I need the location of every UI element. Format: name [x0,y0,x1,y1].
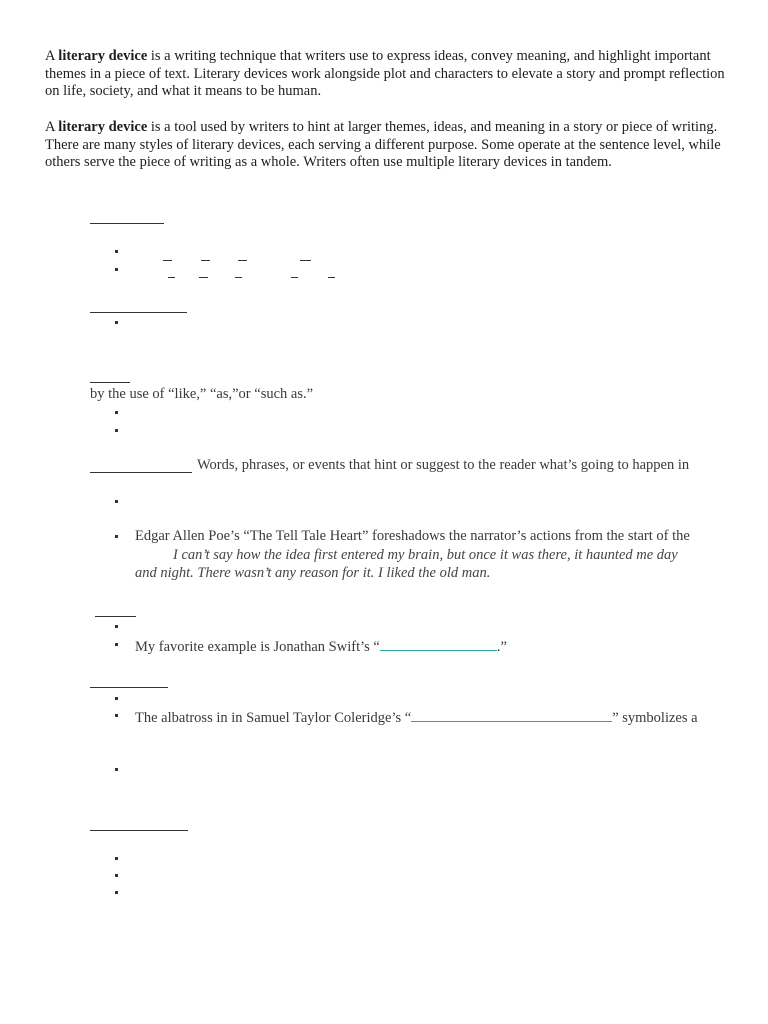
paragraph-1-lead: A [45,48,59,64]
bullet [115,697,118,700]
albatross-example-text: The albatross in in Samuel Taylor Coleridge’s “ [135,710,412,726]
definition-paragraph-2 [45,119,735,172]
albatross-example [135,707,698,728]
blank-short[interactable] [235,277,242,278]
poe-example: Edgar Allen Poe’s “The Tell Tale Heart” foreshadows the narrator’s actions from the start of the [135,528,690,544]
simile-definition: by the use of “like,” “as,”or “such as.” [90,386,314,402]
definition-paragraph-1 [45,48,735,101]
paragraph-2-term: literary device [58,119,148,135]
blank-short[interactable] [201,260,210,261]
bullet [115,891,118,894]
blank-heading-3[interactable] [90,382,130,383]
bullet [115,321,118,324]
blank-short[interactable] [291,277,298,278]
foreshadow-definition: Words, phrases, or events that hint or suggest to the reader what’s going to happen in [197,457,690,473]
poe-quote-line-1: I can’t say how the idea first entered my brain, but once it was there, it haunted me day [173,547,678,563]
bullet [115,874,118,877]
bullet [115,625,118,628]
paragraph-1-term: literary device [58,48,148,64]
swift-example-text: My favorite example is Jonathan Swift’s “ [135,639,380,655]
coleridge-title-blank[interactable] [411,707,612,722]
bullet [115,535,118,538]
blank-heading-2[interactable] [90,312,187,313]
bullet [115,643,118,646]
blank-heading-4[interactable] [90,472,192,473]
swift-example-close: .” [496,639,507,655]
paragraph-2-text: is a tool used by writers to hint at larger themes, ideas, and meaning in a story or piece of writing. There are many styles of literary devices, each serving a different purpose. Some operate at the sentence level, while others serve the piece of writing as a whole. Writers often use multiple literary devices in tandem. [45,119,721,170]
bullet [115,714,118,717]
albatross-example-close: ” symbolizes a [612,710,698,726]
blank-short[interactable] [238,260,247,261]
blank-heading-5[interactable] [95,616,136,617]
bullet [115,500,118,503]
paragraph-2-lead: A [45,119,59,135]
blank-short[interactable] [168,277,175,278]
blank-heading-6[interactable] [90,687,168,688]
bullet [115,857,118,860]
blank-short[interactable] [300,260,311,261]
blank-short[interactable] [199,277,208,278]
swift-example [135,636,507,657]
bullet [115,429,118,432]
blank-short[interactable] [328,277,335,278]
paragraph-1-text: is a writing technique that writers use to express ideas, convey meaning, and highlight important themes in a piece of text. Literary devices work alongside plot and characters to elevate a story and prompt reflection on life, society, and what it means to be human. [45,48,725,99]
bullet [115,411,118,414]
bullet [115,250,118,253]
blank-short[interactable] [163,260,172,261]
poe-quote-line-2: and night. There wasn’t any reason for it. I liked the old man. [135,565,491,581]
blank-heading-7[interactable] [90,830,188,831]
bullet [115,768,118,771]
swift-title-blank[interactable] [380,636,497,651]
blank-heading-1[interactable] [90,223,164,224]
bullet [115,268,118,271]
